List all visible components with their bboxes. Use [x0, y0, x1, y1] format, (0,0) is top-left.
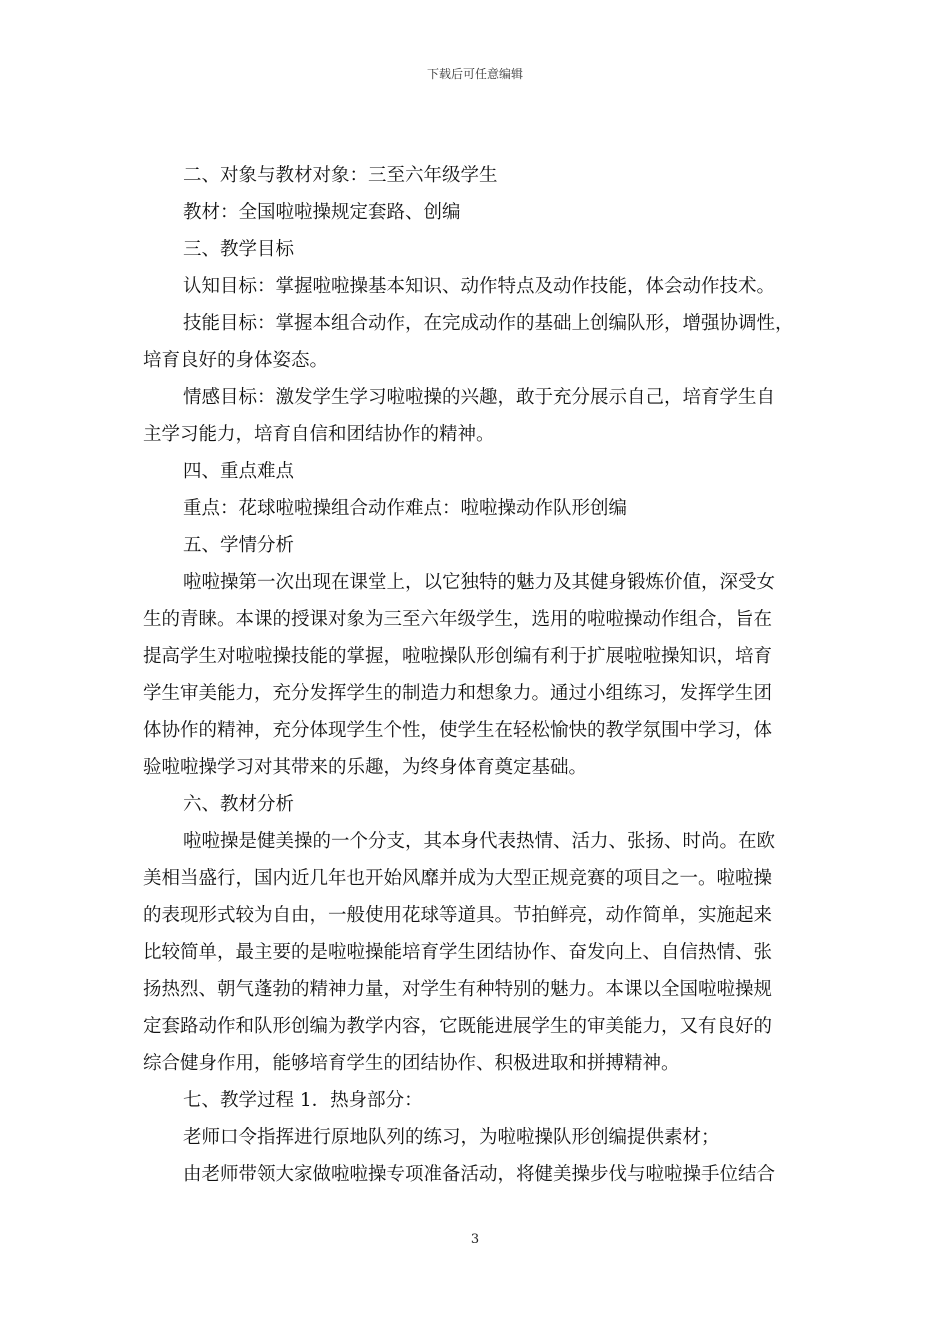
paragraph	[143, 823, 808, 1082]
page-number: 3	[470, 1232, 480, 1247]
document-body	[143, 157, 808, 1193]
paragraph	[143, 1156, 808, 1193]
paragraph	[143, 564, 808, 786]
paragraph-line: 学生审美能力，充分发挥学生的制造力和想象力。通过小组练习，发挥学生团	[143, 683, 773, 704]
paragraph-line: 老师口令指挥进行原地队列的练习，为啦啦操队形创编提供素材；	[183, 1127, 720, 1148]
paragraph-line: 综合健身作用，能够培育学生的团结协作、积极进取和拼搏精神。	[143, 1053, 680, 1074]
paragraph-line: 重点：花球啦啦操组合动作难点：啦啦操动作队形创编	[183, 498, 628, 519]
paragraph	[143, 194, 808, 231]
paragraph	[143, 1119, 808, 1156]
paragraph-line: 验啦啦操学习对其带来的乐趣，为终身体育奠定基础。	[143, 757, 588, 778]
paragraph	[143, 231, 808, 268]
paragraph-line: 五、学情分析	[183, 535, 295, 556]
paragraph-line: 情感目标：激发学生学习啦啦操的兴趣，敢于充分展示自己，培育学生自	[183, 387, 776, 408]
paragraph-line: 主学习能力，培育自信和团结协作的精神。	[143, 424, 495, 445]
paragraph	[143, 786, 808, 823]
paragraph	[143, 490, 808, 527]
paragraph-line: 二、对象与教材对象：三至六年级学生	[183, 165, 498, 186]
paragraph	[143, 157, 808, 194]
paragraph-line: 美相当盛行，国内近几年也开始风靡并成为大型正规竞赛的项目之一。啦啦操	[143, 868, 773, 889]
paragraph-line: 七、教学过程 1．热身部分：	[183, 1090, 423, 1111]
paragraph-line: 由老师带领大家做啦啦操专项准备活动，将健美操步伐与啦啦操手位结合	[183, 1164, 776, 1185]
paragraph-line: 提高学生对啦啦操技能的掌握，啦啦操队形创编有利于扩展啦啦操知识，培育	[143, 646, 773, 667]
paragraph	[143, 268, 808, 305]
paragraph	[143, 305, 808, 379]
paragraph-line: 四、重点难点	[183, 461, 295, 482]
paragraph	[143, 1082, 808, 1119]
paragraph	[143, 379, 808, 453]
paragraph-line: 的表现形式较为自由，一般使用花球等道具。节拍鲜亮，动作简单，实施起来	[143, 905, 773, 926]
paragraph-line: 体协作的精神，充分体现学生个性，使学生在轻松愉快的教学氛围中学习，体	[143, 720, 773, 741]
paragraph-line: 比较简单，最主要的是啦啦操能培育学生团结协作、奋发向上、自信热情、张	[143, 942, 773, 963]
paragraph-line: 教材：全国啦啦操规定套路、创编	[183, 202, 461, 223]
paragraph-line: 培育良好的身体姿态。	[143, 350, 329, 371]
paragraph	[143, 527, 808, 564]
paragraph-line: 六、教材分析	[183, 794, 295, 815]
paragraph-line: 扬热烈、朝气蓬勃的精神力量，对学生有种特别的魅力。本课以全国啦啦操规	[143, 979, 773, 1000]
paragraph-line: 生的青睐。本课的授课对象为三至六年级学生，选用的啦啦操动作组合，旨在	[143, 609, 773, 630]
paragraph-line: 认知目标：掌握啦啦操基本知识、动作特点及动作技能，体会动作技术。	[183, 276, 776, 297]
paragraph	[143, 453, 808, 490]
paragraph-line: 啦啦操是健美操的一个分支，其本身代表热情、活力、张扬、时尚。在欧	[183, 831, 776, 852]
paragraph-line: 啦啦操第一次出现在课堂上，以它独特的魅力及其健身锻炼价值，深受女	[183, 572, 776, 593]
page-header: 下载后可任意编辑	[426, 67, 523, 81]
paragraph-line: 技能目标：掌握本组合动作，在完成动作的基础上创编队形，增强协调性，	[183, 313, 794, 334]
paragraph-line: 定套路动作和队形创编为教学内容，它既能进展学生的审美能力，又有良好的	[143, 1016, 773, 1037]
paragraph-line: 三、教学目标	[183, 239, 295, 260]
